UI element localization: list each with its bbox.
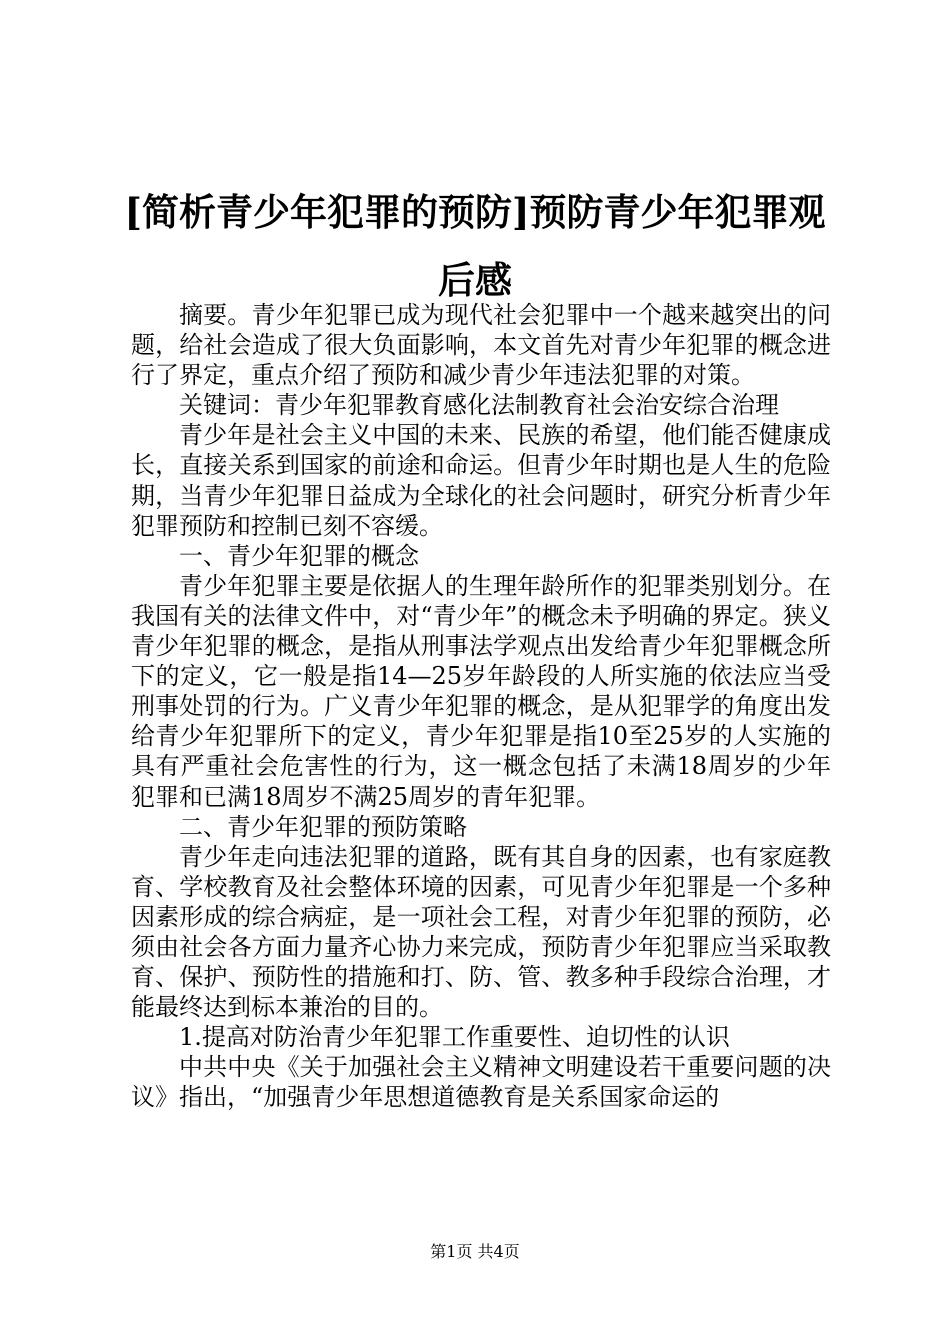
resolution-paragraph: 中共中央《关于加强社会主义精神文明建设若干重要问题的决议》指出，“加强青少年思想道德教育是关系国家命运的 <box>131 1053 831 1112</box>
strategy-paragraph: 青少年走向违法犯罪的道路，既有其自身的因素，也有家庭教育、学校教育及社会整体环境的因素，可见青少年犯罪是一个多种因素形成的综合病症，是一项社会工程，对青少年犯罪的预防，必须由社会各方面力量齐心协力来完成，预防青少年犯罪应当采取教育、保护、预防性的措施和打、防、管、教多种手段综合治理，才能最终达到标本兼治的目的。 <box>131 842 831 1022</box>
section-heading-concept: 一、青少年犯罪的概念 <box>179 541 419 570</box>
document-title: [简析青少年犯罪的预防]预防青少年犯罪观后感 <box>124 190 826 302</box>
section-heading-strategy: 二、青少年犯罪的预防策略 <box>179 812 467 841</box>
subsection-heading-1: 1.提高对防治青少年犯罪工作重要性、迫切性的认识 <box>179 1023 730 1052</box>
intro-paragraph: 青少年是社会主义中国的未来、民族的希望，他们能否健康成长，直接关系到国家的前途和命运。但青少年时期也是人生的危险期，当青少年犯罪日益成为全球化的社会问题时，研究分析青少年犯罪预防和控制已刻不容缓。 <box>131 421 831 540</box>
abstract-paragraph: 摘要。青少年犯罪已成为现代社会犯罪中一个越来越突出的问题，给社会造成了很大负面影响，本文首先对青少年犯罪的概念进行了界定，重点介绍了预防和减少青少年违法犯罪的对策。 <box>131 301 831 390</box>
document-body <box>131 300 831 1113</box>
keywords-paragraph: 关键词：青少年犯罪教育感化法制教育社会治安综合治理 <box>179 391 779 420</box>
concept-paragraph: 青少年犯罪主要是依据人的生理年龄所作的犯罪类别划分。在我国有关的法律文件中，对“青少年”的概念未予明确的界定。狭义青少年犯罪的概念，是指从刑事法学观点出发给青少年犯罪概念所下的定义，它一般是指14—25岁年龄段的人所实施的依法应当受刑事处罚的行为。广义青少年犯罪的概念，是从犯罪学的角度出发给青少年犯罪所下的定义，青少年犯罪是指10至25岁的人实施的具有严重社会危害性的行为，这一概念包括了未满18周岁的少年犯罪和已满18周岁不满25周岁的青年犯罪。 <box>131 571 831 811</box>
page-footer: 第1页 共4页 <box>430 1242 520 1261</box>
